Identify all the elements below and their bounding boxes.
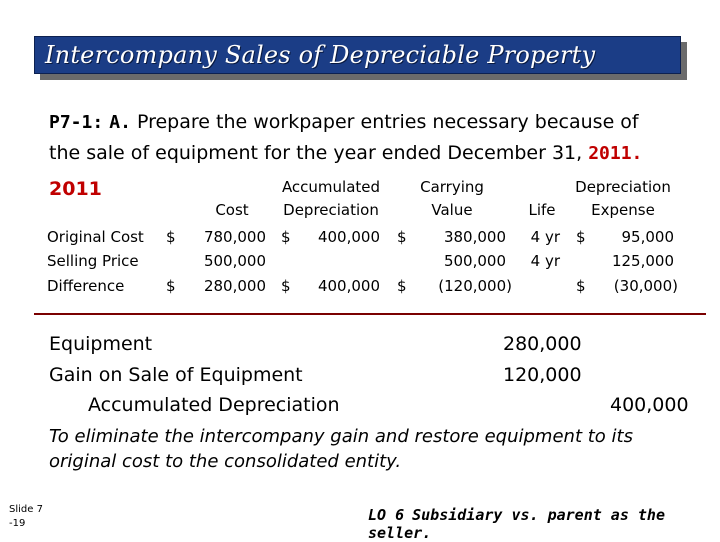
row-carrying: 380,000 xyxy=(443,228,506,246)
row-accum: 400,000 xyxy=(317,228,380,246)
row-label: Difference xyxy=(47,277,125,295)
learning-objective xyxy=(368,506,720,542)
je-account-equipment: Equipment xyxy=(49,333,153,355)
row-cost-sign: $ xyxy=(166,228,176,246)
slide-number-line1: Slide 7 xyxy=(9,504,43,515)
row-cost: 280,000 xyxy=(203,277,266,295)
row-accum-sign: $ xyxy=(281,228,291,246)
row-cost: 780,000 xyxy=(203,228,266,246)
section-divider xyxy=(34,313,706,315)
row-dep: (30,000) xyxy=(613,277,678,295)
header-accum-line2: Depreciation xyxy=(283,201,379,219)
je-account-accum-dep: Accumulated Depreciation xyxy=(88,394,340,416)
row-life: 4 yr xyxy=(530,252,560,270)
header-dep-line2: Expense xyxy=(591,201,655,219)
row-label: Original Cost xyxy=(47,228,144,246)
row-cost: 500,000 xyxy=(203,252,266,270)
header-carrying-line1: Carrying xyxy=(420,178,484,196)
je-account-gain: Gain on Sale of Equipment xyxy=(49,364,303,386)
lo-label: LO 6 xyxy=(368,506,405,524)
row-carrying: (120,000) xyxy=(438,277,512,295)
slide-number-line2: -19 xyxy=(9,518,26,529)
je-debit-gain: 120,000 xyxy=(503,364,582,386)
row-carrying-sign: $ xyxy=(397,228,407,246)
problem-text-line1: Prepare the workpaper entries necessary because of xyxy=(130,111,639,133)
table-year: 2011 xyxy=(49,178,102,200)
row-dep-sign: $ xyxy=(576,228,586,246)
row-cost-sign: $ xyxy=(166,277,176,295)
row-dep: 125,000 xyxy=(611,252,674,270)
row-dep: 95,000 xyxy=(621,228,674,246)
problem-year: 2011. xyxy=(588,143,643,164)
row-accum-sign: $ xyxy=(281,277,291,295)
problem-number: P7-1: xyxy=(49,112,104,133)
slide-number xyxy=(9,503,43,531)
je-credit-accum-dep: 400,000 xyxy=(610,394,689,416)
row-label: Selling Price xyxy=(47,252,139,270)
header-dep-line1: Depreciation xyxy=(575,178,671,196)
row-accum: 400,000 xyxy=(317,277,380,295)
slide-title: Intercompany Sales of Depreciable Property xyxy=(45,41,596,69)
row-carrying: 500,000 xyxy=(443,252,506,270)
problem-text-line2: the sale of equipment for the year ended December 31, xyxy=(49,142,589,164)
lo-text: Subsidiary vs. parent as the seller. xyxy=(368,506,665,542)
header-life: Life xyxy=(528,201,556,219)
problem-part: A. xyxy=(109,112,131,133)
je-debit-equipment: 280,000 xyxy=(503,333,582,355)
header-carrying-line2: Value xyxy=(431,201,473,219)
row-life: 4 yr xyxy=(530,228,560,246)
problem-statement xyxy=(49,107,709,169)
row-carrying-sign: $ xyxy=(397,277,407,295)
header-accum-line1: Accumulated xyxy=(281,178,381,196)
explanation-note: To eliminate the intercompany gain and restore equipment to its original cost to the consolidated entity. xyxy=(49,426,633,472)
slide-title-bar xyxy=(34,36,681,74)
row-dep-sign: $ xyxy=(576,277,586,295)
header-cost: Cost xyxy=(215,201,249,219)
